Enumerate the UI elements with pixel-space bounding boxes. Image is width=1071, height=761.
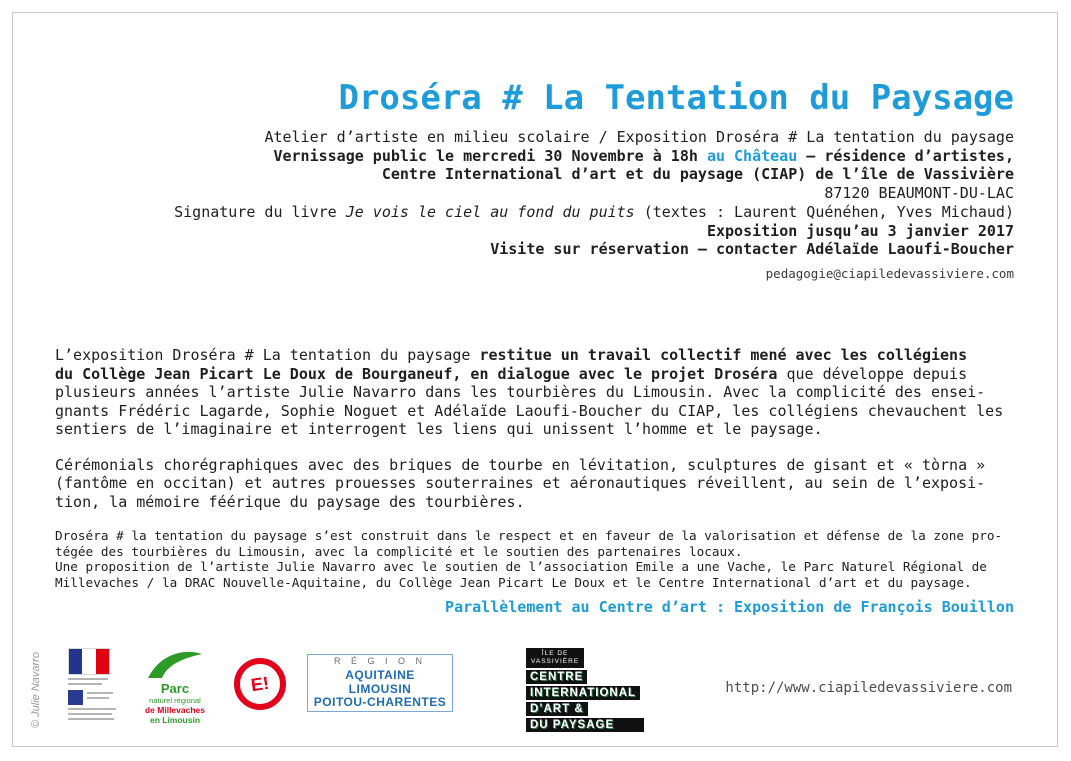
text-line: sentiers de l’imaginaire et interrogent les liens qui unissent l’homme et le paysage. bbox=[55, 420, 823, 438]
parc-swoosh-icon bbox=[146, 648, 204, 680]
region-name: AQUITAINE bbox=[345, 668, 415, 683]
region-name: LIMOUSIN bbox=[348, 681, 412, 696]
text-segment: Vernissage public le mercredi 30 Novembre à 18h bbox=[273, 146, 707, 165]
text-segment: que développe depuis bbox=[777, 364, 968, 383]
ciap-vassiviere-logo bbox=[526, 648, 646, 732]
text-line: tégée des tourbières du Limousin, avec la complicité et le soutien des partenaires locaux. bbox=[55, 543, 743, 559]
parc-millevaches-logo bbox=[136, 648, 214, 725]
fine-print-bar bbox=[68, 713, 112, 715]
region-name: POITOU-CHARENTES bbox=[313, 695, 447, 710]
parc-subtitle: naturel régional bbox=[149, 696, 201, 705]
fine-print-bar bbox=[68, 683, 102, 685]
reservation-line: Visite sur réservation – contacter Adélaïde Laoufi-Boucher bbox=[490, 240, 1014, 259]
text-line: plusieurs années l’artiste Julie Navarro dans les tourbières du Limousin. Avec la complicité des ensei- bbox=[55, 383, 986, 401]
emile-a-une-vache-logo bbox=[234, 658, 286, 710]
paragraph-intro bbox=[55, 346, 1003, 439]
text-line: gnants Frédéric Lagarde, Sophie Noguet et Adélaïde Laoufi-Boucher du CIAP, les collégiens chevauchent les bbox=[55, 401, 1004, 420]
book-title: Je vois le ciel au fond du puits bbox=[345, 202, 635, 221]
ciap-word: CENTRE bbox=[526, 670, 587, 684]
text-line: ÎLE DE bbox=[541, 650, 569, 657]
ciap-word: D’ART & bbox=[526, 702, 588, 716]
parc-region: de Millevaches bbox=[144, 705, 205, 715]
region-word: R É G I O N bbox=[333, 656, 426, 667]
text-line bbox=[55, 365, 1003, 384]
ministry-icon bbox=[68, 690, 83, 705]
text-line: Millevaches / la DRAC Nouvelle-Aquitaine, du Collège Jean Picart Le Doux et le Centre International d’art et du paysage. bbox=[55, 574, 972, 590]
book-signing-line bbox=[174, 203, 1014, 222]
text-line: tion, la mémoire féérique du paysage des tourbières. bbox=[55, 492, 525, 511]
fine-print-bar bbox=[68, 708, 116, 710]
emile-mark: E! bbox=[249, 672, 271, 695]
fine-print-bar bbox=[87, 697, 109, 699]
text-segment: – résidence d’artistes, bbox=[797, 146, 1014, 165]
exhibition-dates-line: Exposition jusqu’au 3 janvier 2017 bbox=[706, 221, 1014, 240]
text-segment: L’exposition Droséra # La tentation du paysage bbox=[55, 346, 480, 364]
ile-de-vassiviere-label bbox=[526, 648, 584, 668]
text-line: Une proposition de l’artiste Julie Navarro avec le soutien de l’association Emile a une Vache, le Parc Naturel Régional de bbox=[55, 559, 987, 575]
text-segment: du Collège Jean Picart Le Doux de Bourganeuf, en dialogue avec le projet Droséra bbox=[55, 364, 778, 383]
venue-highlight: au Château bbox=[706, 146, 798, 165]
paragraph-credits bbox=[55, 528, 1003, 590]
address-line: 87120 BEAUMONT-DU-LAC bbox=[824, 184, 1014, 203]
parallel-exhibition-note: Parallèlement au Centre d’art : Exposition de François Bouillon bbox=[445, 598, 1014, 616]
fine-print-bar bbox=[68, 678, 108, 680]
text-line: (fantôme en occitan) et autres prouesses souterraines et aéronautiques réveillent, au sein de l’exposi- bbox=[55, 474, 986, 492]
contact-email: pedagogie@ciapiledevassiviere.com bbox=[765, 265, 1014, 281]
paragraph-ceremonials bbox=[55, 456, 1003, 512]
text-segment: Signature du livre bbox=[174, 202, 346, 221]
parc-name: Parc bbox=[160, 681, 190, 696]
ministry-mark bbox=[68, 690, 122, 705]
text-line: Droséra # la tentation du paysage s’est construit dans le respect et en faveur de la valorisation et défense de la zone pro- bbox=[55, 528, 1003, 543]
ciap-word: DU PAYSAGE bbox=[526, 718, 644, 732]
text-line: Cérémonials chorégraphiques avec des briques de tourbe en lévitation, sculptures de gisant et « tòrna » bbox=[55, 455, 986, 474]
text-segment: restitue un travail collectif mené avec les collégiens bbox=[479, 346, 968, 364]
republique-francaise-logo bbox=[68, 648, 122, 720]
text-line: VASSIVIÈRE bbox=[531, 658, 580, 665]
vernissage-line bbox=[174, 147, 1014, 166]
venue-line: Centre International d’art et du paysage (CIAP) de l’île de Vassivière bbox=[381, 165, 1014, 184]
event-details bbox=[174, 128, 1014, 284]
parc-area: en Limousin bbox=[149, 715, 201, 725]
text-line bbox=[55, 346, 1003, 365]
event-subtitle: Atelier d’artiste en milieu scolaire / Exposition Droséra # La tentation du paysage bbox=[264, 128, 1014, 146]
french-flag-icon bbox=[68, 648, 110, 675]
fine-print-bar bbox=[87, 692, 113, 694]
page-title: Droséra # La Tentation du Paysage bbox=[338, 78, 1014, 118]
photo-credit: © Julie Navarro bbox=[30, 652, 42, 728]
website-url: http://www.ciapiledevassiviere.com bbox=[725, 680, 1012, 696]
region-aquitaine-logo bbox=[307, 654, 453, 712]
text-segment: (textes : Laurent Quénéhen, Yves Michaud) bbox=[634, 202, 1014, 221]
fine-print-bar bbox=[68, 718, 114, 720]
ciap-word: INTERNATIONAL bbox=[526, 686, 640, 700]
body-text bbox=[55, 346, 1003, 590]
